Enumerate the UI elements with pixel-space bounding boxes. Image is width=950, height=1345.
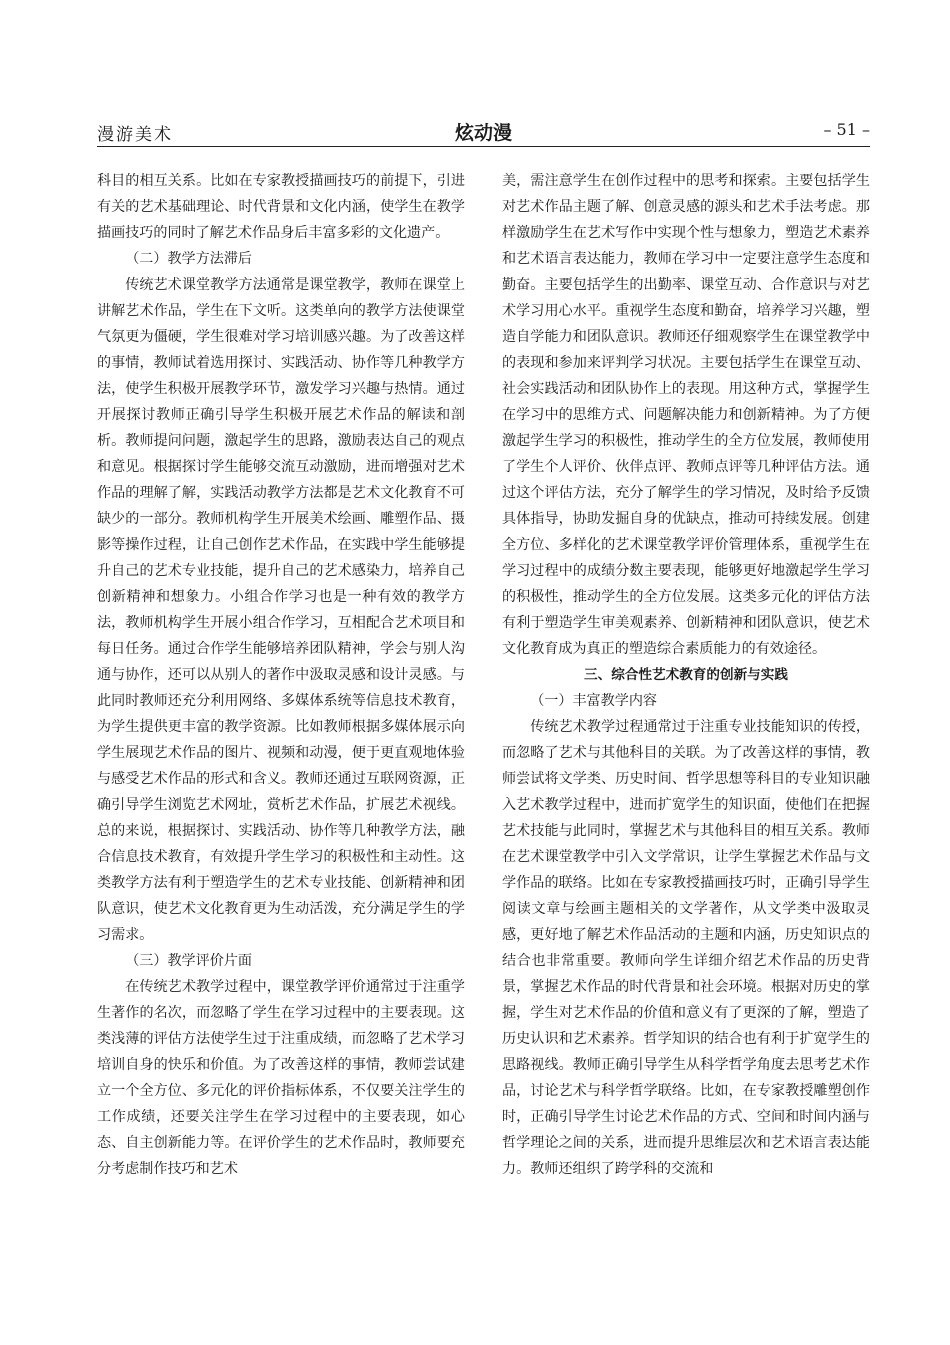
subheading-teaching-content: （一）丰富教学内容: [530, 693, 658, 709]
journal-title: 炫动漫: [454, 122, 512, 144]
journal-section-name: 漫游美术: [97, 125, 173, 145]
right-column: [502, 168, 870, 1182]
left-column: [97, 168, 465, 1182]
page-number: – 51 –: [823, 120, 870, 139]
running-header: [97, 118, 870, 148]
paragraph: 科目的相互关系。比如在专家教授描画技巧的前提下，引进有关的艺术基础理论、时代背景和文化内涵，使学生在教学描画技巧的同时了解艺术作品身后丰富多彩的文化遗产。: [97, 173, 465, 241]
section-heading: 三、综合性艺术教育的创新与实践: [584, 667, 788, 683]
paragraph: 美，需注意学生在创作过程中的思考和探索。主要包括学生对艺术作品主题了解、创意灵感的源头和艺术手法考虑。那样激励学生在艺术写作中实现个性与想象力，塑造艺术素养和艺术语言表达能力，教师在学习中一定要注意学生态度和勤奋。主要包括学生的出勤率、课堂互动、合作意识与对艺术学习用心水平。重视学生态度和勤奋，培养学习兴趣，塑造自学能力和团队意识。教师还仔细观察学生在课堂教学中的表现和参加来评判学习状况。主要包括学生在课堂互动、社会实践活动和团队协作上的表现。用这种方式，掌握学生在学习中的思维方式、问题解决能力和创新精神。为了方便激起学生学习的积极性，推动学生的全方位发展，教师使用了学生个人评价、伙伴点评、教师点评等几种评估方法。通过这个评估方法，充分了解学生的学习情况，及时给予反馈具体指导，协助发掘自身的优缺点，推动可持续发展。创建全方位、多样化的艺术课堂教学评价管理体系，重视学生在学习过程中的成绩分数主要表现，能够更好地激起学生学习的积极性，推动学生的全方位发展。这类多元化的评估方法有利于塑造学生审美观素养、创新精神和团队意识，使艺术文化教育成为真正的塑造综合素质能力的有效途径。: [502, 173, 870, 657]
subheading-teaching-method: （二）教学方法滞后: [125, 251, 253, 267]
paragraph: 传统艺术教学过程通常过于注重专业技能知识的传授，而忽略了艺术与其他科目的关联。为了改善这样的事情，教师尝试将文学类、历史时间、哲学思想等科目的专业知识融入艺术教学过程中，进而扩宽学生的知识面，使他们在把握艺术技能与此同时，掌握艺术与其他科目的相互关系。教师在艺术课堂教学中引入文学常识，让学生掌握艺术作品与文学作品的联络。比如在专家教授描画技巧时，正确引导学生阅读文章与绘画主题相关的文学著作，从文学类中汲取灵感，更好地了解艺术作品活动的主题和内涵，历史知识点的结合也非常重要。教师向学生详细介绍艺术作品的历史背景，掌握艺术作品的时代背景和社会环境。根据对历史的掌握，学生对艺术作品的价值和意义有了更深的了解，塑造了历史认识和艺术素养。哲学知识的结合也有利于扩宽学生的思路视线。教师正确引导学生从科学哲学角度去思考艺术作品，讨论艺术与科学哲学联络。比如，在专家教授雕塑创作时，正确引导学生讨论艺术作品的方式、空间和时间内涵与哲学理论之间的关系，进而提升思维层次和艺术语言表达能力。教师还组织了跨学科的交流和: [502, 719, 870, 1177]
header-rule: [97, 146, 870, 147]
subheading-teaching-evaluation: （三）教学评价片面: [125, 953, 253, 969]
paragraph: 在传统艺术教学过程中，课堂教学评价通常过于注重学生著作的名次，而忽略了学生在学习过程中的主要表现。这类浅薄的评估方法使学生过于注重成绩，而忽略了艺术学习培训自身的快乐和价值。为了改善这样的事情，教师尝试建立一个全方位、多元化的评价指标体系，不仅要关注学生的工作成绩，还要关注学生在学习过程中的主要表现，如心态、自主创新能力等。在评价学生的艺术作品时，教师要充分考虑制作技巧和艺术: [97, 979, 465, 1177]
paragraph: 传统艺术课堂教学方法通常是课堂教学，教师在课堂上讲解艺术作品，学生在下文听。这类单向的教学方法使课堂气氛更为僵硬，学生很难对学习培训感兴趣。为了改善这样的事情，教师试着选用探讨、实践活动、协作等几种教学方法，使学生积极开展教学环节，激发学习兴趣与热情。通过开展探讨教师正确引导学生积极开展艺术作品的解读和剖析。教师提问问题，激起学生的思路，激励表达自己的观点和意见。根据探讨学生能够交流互动激励，进而增强对艺术作品的理解了解，实践活动教学方法都是艺术文化教育不可缺少的一部分。教师机构学生开展美术绘画、雕塑作品、摄影等操作过程，让自己创作艺术作品，在实践中学生能够提升自己的艺术专业技能，提升自己的艺术感染力，培养自己创新精神和想象力。小组合作学习也是一种有效的教学方法，教师机构学生开展小组合作学习，互相配合艺术项目和每日任务。通过合作学生能够培养团队精神，学会与别人沟通与协作，还可以从别人的著作中汲取灵感和设计灵感。与此同时教师还充分利用网络、多媒体系统等信息技术教育，为学生提供更丰富的教学资源。比如教师根据多媒体展示向学生展现艺术作品的图片、视频和动漫，便于更直观地体验与感受艺术作品的形式和含义。教师还通过互联网资源，正确引导学生浏览艺术网址，赏析艺术作品，扩展艺术视线。总的来说，根据探讨、实践活动、协作等几种教学方法，融合信息技术教育，有效提升学生学习的积极性和主动性。这类教学方法有利于塑造学生的艺术专业技能、创新精神和团队意识，使艺术文化教育更为生动活泼，充分满足学生的学习需求。: [97, 277, 465, 943]
